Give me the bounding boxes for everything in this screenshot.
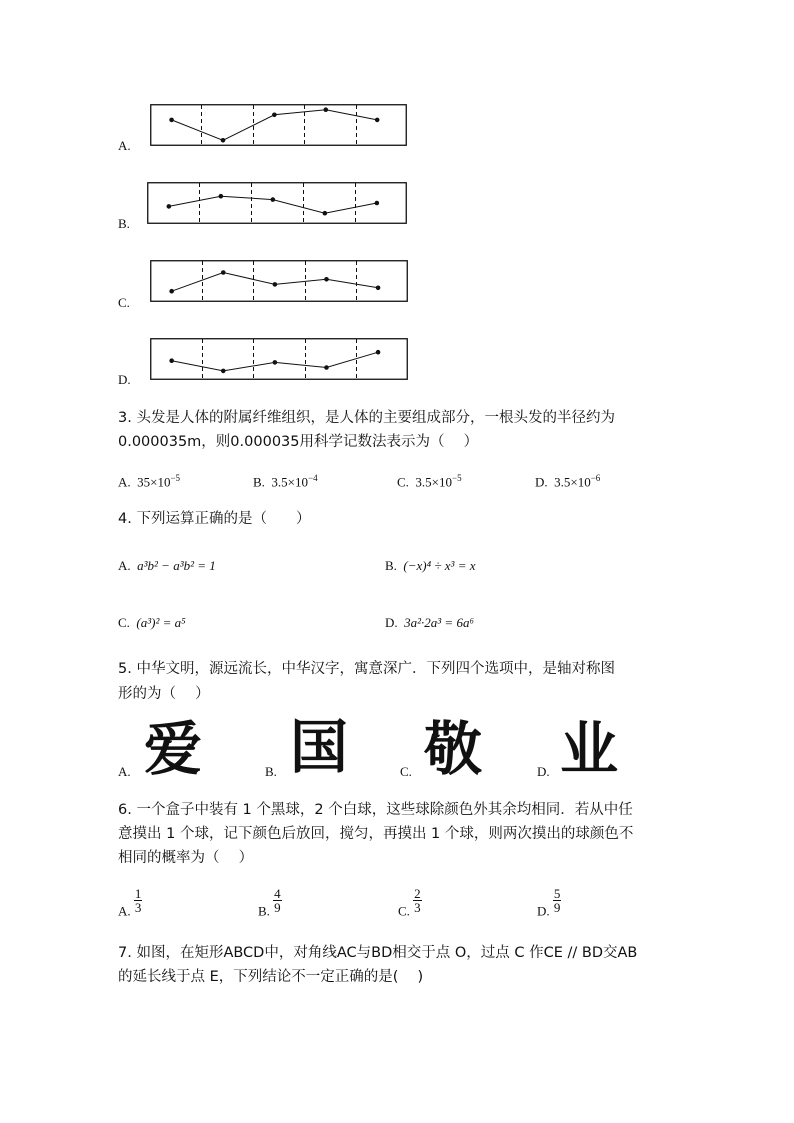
q3-option-d: D. $3.5\times 10^{-6}$	[535, 473, 601, 490]
q5-stem-line2: 形的为（ ）	[118, 686, 210, 702]
q6-stem-line2: 意摸出 1 个球，记下颜色后放回，搅匀，再摸出 1 个球，则两次摸出的球颜色不	[118, 826, 634, 842]
graph-point	[271, 197, 276, 202]
graph-point	[272, 113, 277, 118]
q3-stem-line1: 3. 头发是人体的附属纤维组织，是人体的主要组成部分，一根头发的半径约为	[118, 410, 615, 426]
graph-point	[221, 138, 226, 143]
q6-option-a: A. $\frac{1}{3}$	[118, 886, 142, 919]
q7-stem-line2: 的延长线于点 E，下列结论不一定正确的是( )	[118, 969, 424, 985]
q3-option-c: C. $3.5\times 10^{-5}$	[397, 473, 462, 490]
graph-point	[273, 282, 278, 287]
q5-option-d-char: 业	[560, 715, 619, 783]
q6-option-d-fraction: $\frac{5}{9}$	[553, 886, 561, 915]
q5-option-b-letter: B.	[265, 764, 277, 779]
q3-option-a: A. $35\times 10^{-5}$	[118, 473, 181, 490]
q7-stem-line1: 7. 如图，在矩形ABCD中，对角线AC与BD相交于点 O，过点 C 作CE // BD交AB	[118, 945, 638, 961]
q2-option-a-letter: A.	[118, 138, 131, 153]
graph-point	[376, 350, 381, 355]
q2-option-b-graph	[147, 182, 407, 224]
q6-option-a-fraction: $\frac{1}{3}$	[134, 886, 142, 915]
q6-stem-line1: 6. 一个盒子中装有 1 个黑球，2 个白球，这些球除颜色外其余均相同．若从中任	[118, 802, 633, 818]
q5-option-a-char: 爱	[144, 715, 203, 783]
graph-point	[221, 270, 226, 275]
graph-point	[219, 194, 224, 199]
q6-option-c-fraction: $\frac{2}{3}$	[414, 886, 421, 915]
q6-option-d: D. $\frac{5}{9}$	[537, 886, 561, 919]
q2-option-c-graph	[150, 260, 408, 302]
q5-stem-line1: 5. 中华文明，源远流长，中华汉字，寓意深广．下列四个选项中，是轴对称图	[118, 661, 615, 677]
q2-option-b-letter: B.	[118, 216, 130, 231]
graph-point	[324, 277, 329, 282]
graph-frame	[151, 339, 408, 380]
graph-point	[169, 289, 174, 294]
q5-option-c-char: 敬	[424, 715, 483, 783]
graph-point	[167, 204, 172, 209]
q6-stem-line3: 相同的概率为（ ）	[118, 850, 254, 866]
q4-option-c: C. (a³)² = a⁵	[118, 615, 186, 630]
graph-point	[221, 369, 226, 374]
q4-option-d: D. 3a²·2a³ = 6a⁶	[385, 615, 474, 630]
q6-option-c: C. $\frac{2}{3}$	[398, 886, 421, 919]
line-graph	[150, 260, 408, 302]
q3-stem-line2: 0.000035m，则0.000035用科学记数法表示为（ ）	[118, 434, 479, 450]
q6-option-b: B. $\frac{4}{9}$	[258, 886, 281, 919]
q2-option-c-letter: C.	[118, 295, 130, 310]
graph-frame	[151, 105, 407, 146]
q2-option-a-graph	[150, 104, 407, 146]
line-graph	[147, 182, 407, 224]
line-graph	[150, 338, 408, 380]
graph-frame	[151, 261, 408, 302]
q5-option-c-letter: C.	[400, 764, 412, 779]
graph-point	[273, 360, 278, 365]
q2-option-d-graph	[150, 338, 408, 380]
graph-point	[375, 118, 380, 123]
q5-option-d-letter: D.	[537, 764, 550, 779]
q4-stem: 4. 下列运算正确的是（ ）	[118, 511, 311, 527]
graph-point	[323, 211, 328, 216]
graph-point	[375, 201, 380, 206]
graph-point	[324, 365, 329, 370]
graph-point	[376, 286, 381, 291]
q2-option-d-letter: D.	[118, 372, 131, 387]
q4-option-b: B. (−x)⁴ ÷ x³ = x	[385, 558, 476, 573]
graph-point	[169, 358, 174, 363]
q5-option-a-letter: A.	[118, 764, 131, 779]
q3-option-b: B. $3.5\times 10^{-4}$	[253, 473, 318, 490]
line-graph	[150, 104, 407, 146]
q4-option-a: A. a³b² − a³b² = 1	[118, 558, 216, 573]
q6-option-b-fraction: $\frac{4}{9}$	[274, 886, 281, 915]
graph-point	[169, 118, 174, 123]
q5-option-b-char: 国	[290, 713, 349, 781]
graph-point	[323, 107, 328, 112]
